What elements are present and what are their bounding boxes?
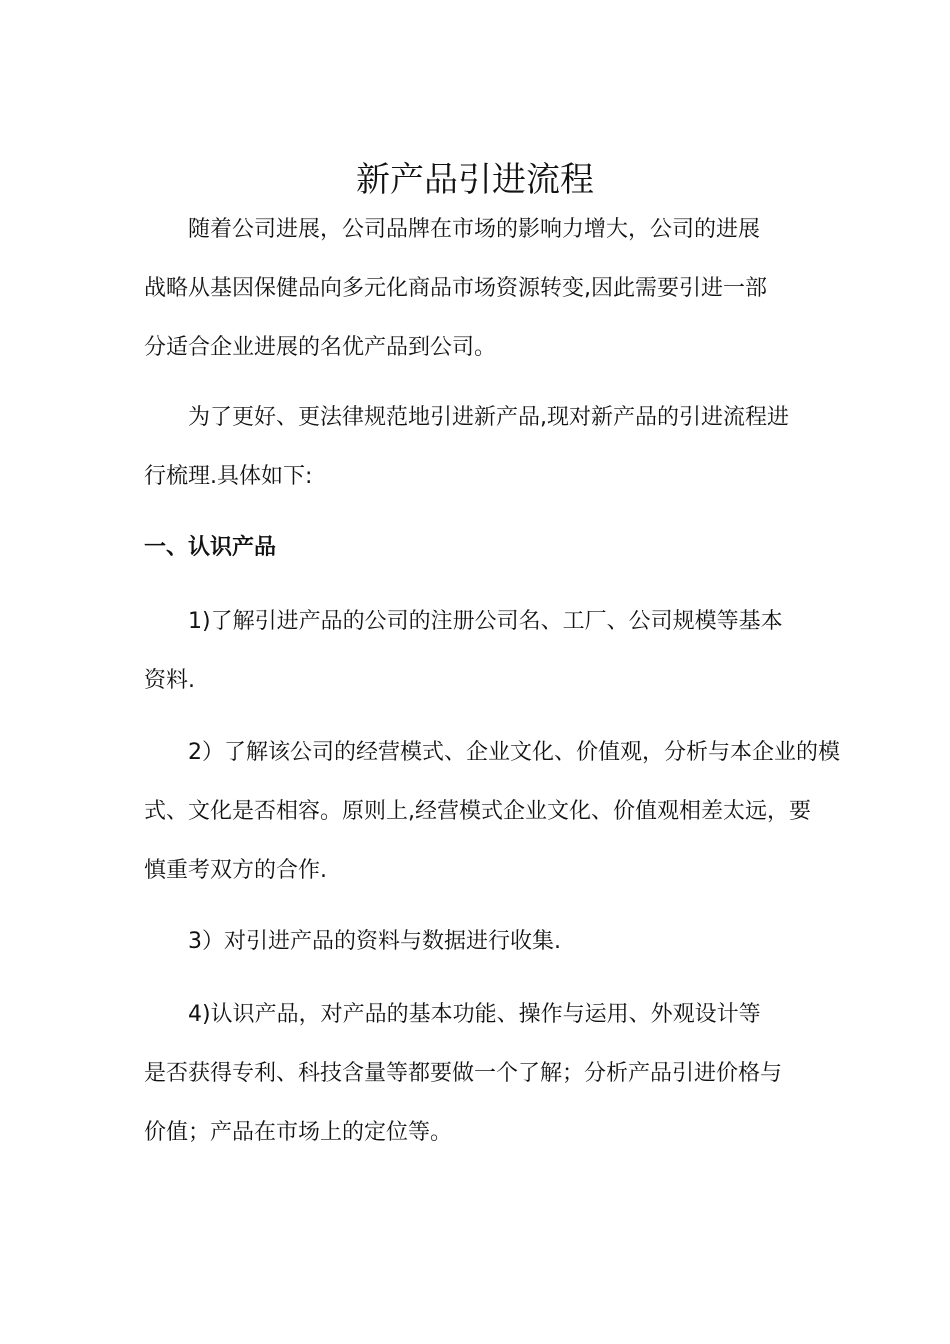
list-item-line: 4)认识产品，对产品的基本功能、操作与运用、外观设计等	[188, 1002, 761, 1027]
list-item-4	[144, 985, 810, 1162]
intro-paragraph	[144, 200, 810, 377]
list-item-2	[144, 723, 840, 900]
list-item-line: 式、文化是否相容。原则上,经营模式企业文化、价值观相差太远，要	[144, 799, 811, 824]
list-item-1	[144, 592, 810, 710]
paragraph-line: 分适合企业进展的名优产品到公司。	[144, 335, 497, 360]
section-heading: 一、认识产品	[144, 535, 277, 560]
paragraph-line: 行梳理.具体如下:	[144, 464, 313, 489]
list-item-line: 2）了解该公司的经营模式、企业文化、价值观，分析与本企业的模	[188, 740, 840, 765]
list-item-line: 3）对引进产品的资料与数据进行收集.	[188, 929, 561, 954]
purpose-paragraph	[144, 388, 810, 506]
list-item-line: 是否获得专利、科技含量等都要做一个了解；分析产品引进价格与	[144, 1061, 783, 1086]
list-item-line: 价值；产品在市场上的定位等。	[144, 1120, 453, 1145]
paragraph-line: 为了更好、更法律规范地引进新产品,现对新产品的引进流程进	[188, 405, 789, 430]
list-item-line: 资料.	[144, 668, 195, 693]
list-item-line: 1)了解引进产品的公司的注册公司名、工厂、公司规模等基本	[188, 609, 783, 634]
list-item-3	[144, 912, 810, 971]
paragraph-line: 战略从基因保健品向多元化商品市场资源转变,因此需要引进一部	[144, 276, 767, 301]
paragraph-line: 随着公司进展，公司品牌在市场的影响力增大，公司的进展	[188, 217, 761, 242]
document-title: 新产品引进流程	[356, 159, 594, 200]
list-item-line: 慎重考双方的合作.	[144, 858, 327, 883]
